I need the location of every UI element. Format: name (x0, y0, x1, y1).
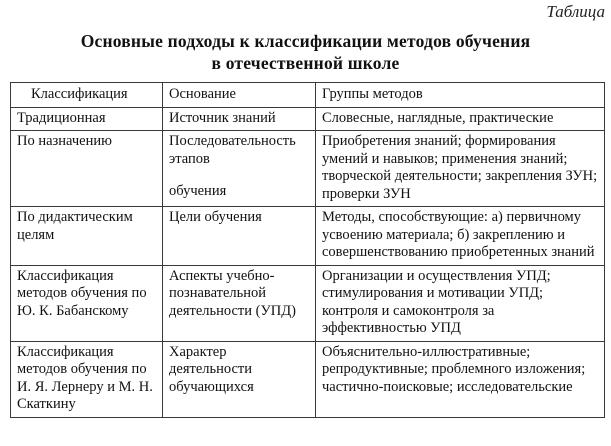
table-label: Таблица (546, 2, 605, 21)
title-line-1: Основные подходы к классификации методов обучения (80, 31, 531, 51)
table-row (11, 207, 605, 266)
cell-classification: По дидактическим целям (11, 207, 163, 266)
cell-basis (163, 131, 316, 207)
cell-basis: Источник знаний (163, 107, 316, 131)
header-method-groups: Группы методов (316, 83, 605, 108)
table-row (11, 131, 605, 207)
cell-basis: Аспекты учебно-познавательной деятельности (УПД) (163, 265, 316, 341)
methods-table (10, 82, 605, 418)
cell-method-groups: Методы, способствующие: а) первичному усвоению материала; б) закреплению и совершенствованию приобретенных знаний (316, 207, 605, 266)
cell-method-groups: Объяснительно-иллюстративные; репродуктивные; проблемного изложения; частично-поисковые; исследовательские (316, 341, 605, 417)
cell-basis: Характер деятельности обучающихся (163, 341, 316, 417)
cell-classification: По назначению (11, 131, 163, 207)
table-row (11, 265, 605, 341)
cell-basis-part-1: Последовательность этапов (169, 133, 296, 167)
cell-classification: Традиционная (11, 107, 163, 131)
cell-classification: Классификация методов обучения по Ю. К. Бабанскому (11, 265, 163, 341)
table-row (11, 107, 605, 131)
header-classification: Классификация (11, 83, 163, 108)
cell-basis-part-2: обучения (169, 183, 227, 199)
cell-classification: Классификация методов обучения по И. Я. Лернеру и М. Н. Скаткину (11, 341, 163, 417)
cell-method-groups: Организации и осуществления УПД; стимулирования и мотивации УПД; контроля и самоконтроля за эффективностью УПД (316, 265, 605, 341)
cell-method-groups: Словесные, наглядные, практические (316, 107, 605, 131)
cell-method-groups: Приобретения знаний; формирования умений и навыков; применения знаний; творческой деятельности; закрепления ЗУН; проверки ЗУН (316, 131, 605, 207)
page-title (0, 30, 611, 74)
cell-basis: Цели обучения (163, 207, 316, 266)
table-row (11, 341, 605, 417)
table-header-row (11, 83, 605, 108)
title-line-2: в отечественной школе (211, 53, 400, 73)
header-basis: Основание (163, 83, 316, 108)
